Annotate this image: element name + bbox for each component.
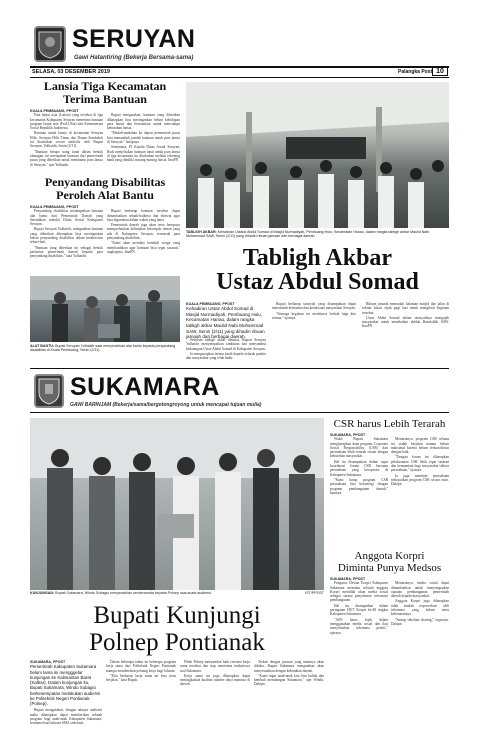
photo-kunjungan-polnep <box>30 418 324 590</box>
paragraph: Penyandang disabilitas mendapatkan bantuan alat bantu dari Pemerintah Daerah yang diserahkan melalui Dinas Sosial Kabupaten Seruyan. <box>30 209 103 227</box>
headline-line: Bupati Kunjungi <box>93 602 261 629</box>
page-number: 10 <box>432 66 448 76</box>
paragraph: "ASN harus bijak dalam menggunakan media sosial dan ikut menyebarkan informasi positif," ujarnya. <box>330 617 388 635</box>
paragraph: Hal itu disampaikan dalam peringatan HUT Korpri ke-48 tingkat Kabupaten Sukamara. <box>330 603 388 617</box>
article-column <box>30 708 102 724</box>
paragraph: Bupati Seruyan Yulhaidir, mengatakan bantuan yang diberikan diharapkan bisa meringankan beban penyandang disabilitas dalam beraktivitas sehari-hari. <box>30 227 103 245</box>
paragraph: "Bantuan berupa uang tunai dalam bentuk tabungan, ini merupakan bantuan dari pemerintah pusat yang diberikan untuk membantu para lansia di Seruyan," ujar Yulhaidir. <box>30 149 103 167</box>
caption-kunjungan <box>30 591 324 597</box>
paragraph: "Kita berharap kerja sama ini bisa terus berjalan," kata Bupati. <box>106 673 176 683</box>
article-column <box>186 338 266 364</box>
paragraph: "Mudah-mudahan ke depan pemerintah pusat bisa menambah jumlah bantuan untuk para lansia di Seruyan," harapnya. <box>107 131 180 145</box>
article-column <box>362 302 449 364</box>
headline-line: Anggota Korpri <box>354 550 425 562</box>
headline-line: Penyandang Disabilitas <box>44 175 166 189</box>
photo-people-icon <box>30 276 180 342</box>
paragraph: "Saring sebelum sharing," tegasnya. Dakipn <box>391 617 449 626</box>
paragraph: Ustaz Abdul Somad dalam tausiyahnya mengajak masyarakat untuk meneladani akhlak Rasulullah SAW. ImaPN <box>362 315 449 329</box>
caption-lead: ALAT BANTU: <box>30 344 55 348</box>
dateline: SUKAMARA, PPOST <box>330 577 366 581</box>
photo-credit: IST/PPOST <box>305 591 324 595</box>
paragraph: Ribuan jamaah memadati halaman masjid dan jalan di sekitar lokasi sejak pagi hari untuk mengikuti kegiatan tersebut. <box>362 302 449 315</box>
sukamara-rule <box>30 412 449 413</box>
dateline: KUALA PEMBUANG, PPOST <box>30 205 79 209</box>
sukamara-tagline: GAWI BARINJAM (Bekerja/sama/bergotongroyong untuk mencapai tujuan mulia) <box>70 402 262 408</box>
headline-lansia <box>30 80 180 106</box>
paragraph: Bupati berharap bantuan tersebut dapat dimanfaatkan sebaik-baiknya dan dirawat agar bisa digunakan dalam waktu yang lama. <box>107 209 180 222</box>
article-column <box>254 660 324 726</box>
headline-line: Terima Bantuan <box>63 92 147 106</box>
bupati-lead-block <box>30 660 102 726</box>
article-csr <box>330 418 449 548</box>
paragraph: Bantuan untuk lansia di kecamatan Seruyan Hilir, Seruyan Hilir Timur dan Danau Sembuluh ini disalurkan secara simbolis oleh Bupati Seruyan, Yulhaidir, Senin (2/11). <box>30 131 103 149</box>
article-column <box>107 209 180 273</box>
caption-lead: TABLIGH AKBAR: <box>186 230 217 234</box>
headline-disabilitas <box>30 176 180 202</box>
headline-line: Tabligh Akbar <box>242 245 393 271</box>
sukamara-title: SUKAMARA <box>70 373 220 401</box>
paragraph: Wakil Bupati Sukamara mengharapkan dana program Corporate Social Responsibility (CSR) dari perusahaan lebih terarah sesuai dengan kebutuhan masyarakat. <box>330 437 388 459</box>
seruyan-emblem-icon <box>36 28 64 60</box>
dateline: KUALA PEMBUANG, PPOST <box>30 109 79 113</box>
paragraph: "Kami ingin anak-anak kita bisa kuliah dan kembali membangun Sukamara," ujar Windu. Dakipn <box>254 673 324 687</box>
paragraph: Para lanjut usia (Lansia) yang tersebar di tiga kecamatan Kabupaten Seruyan menerima bantuan program lanjut usia (ProLUSia) dari Kementerian Sosial Republik Indonesia. <box>30 113 103 131</box>
paragraph: Anggota Korpri juga diharapkan tidak mudah terprovokasi oleh informasi yang belum tentu kebenarannya. <box>391 599 449 617</box>
headline-tabligh <box>186 246 449 294</box>
paragraph: "Kami akan mendata kembali warga yang membutuhkan agar bantuan bisa tepat sasaran," ungkapnya. ImaPN <box>107 241 180 254</box>
caption-text: Kehadiran Ustadz Abdul Somad di Masjid Nurmadiyah, Pembuang Hulu, Kecamatan Hanau, dalam rangka tabligh akbar Maulid Nabi Muhammad SAW, Senin (2/11) yang dihadiri ribuan jamaah dari berbagai daerah. <box>186 230 430 239</box>
paper-name: Palangka Post <box>398 69 433 75</box>
paragraph: Menurutnya, media sosial dapat dimanfaatkan untuk menyampaikan capaian pembangunan pemerintah daerah kepada masyarakat. <box>391 581 449 599</box>
photo-officials-icon <box>30 418 324 590</box>
masthead-title: SERUYAN <box>72 25 196 53</box>
masthead-tagline: Gawi Hatantiring (Bekerja Bersama-sama) <box>74 55 194 61</box>
seruyan-logo <box>34 26 66 62</box>
paragraph: "Semoga kegiatan ini membawa berkah bagi kita semua," ujarnya. <box>272 311 356 320</box>
headline-line: Peroleh Alat Bantu <box>56 188 154 202</box>
article-lansia <box>30 80 180 172</box>
paragraph: Bupati berharap tausiyah yang disampaikan dapat menambah keimanan dan ketakwaan masyarakat Seruyan. <box>272 302 356 311</box>
dateline: KUALA PEMBUANG, PPOST <box>186 302 235 306</box>
paragraph: "Kami harap program CSR perusahaan bisa bersinergi dengan program pembangunan daerah," katanya. <box>330 477 388 495</box>
paragraph: "Bantuan yang diberikan ini sebagai bentuk perhatian pemerintah daerah kepada para penyandang disabilitas," kata Yulhaidir. <box>30 245 103 259</box>
article-korpri <box>330 550 449 720</box>
headline-line: Diminta Punya Medsos <box>337 562 442 574</box>
headline-korpri <box>330 550 449 574</box>
dateline: SUKAMARA, PPOST <box>330 433 366 437</box>
paragraph: Sebelum tabligh akbar dimulai, Bupati Seruyan Yulhaidir menyampaikan sambutan dan menyambut kedatangan Ustaz Abdul Somad di Kabupaten Seruyan. <box>186 338 266 351</box>
headline-line: Polnep Pontianak <box>89 629 265 656</box>
photo-crowd-icon <box>186 82 449 228</box>
photo-alat-bantu <box>30 276 180 342</box>
article-column <box>30 209 103 273</box>
section-divider <box>30 368 449 369</box>
caption-text: Bupati Seruyan Yulhaidir saat menyerahkan alat bantu kepada penyandang disabilitas di Kuala Pembuang, Senin (2/11). <box>30 344 176 353</box>
caption-tabligh <box>186 230 449 240</box>
article-column <box>30 113 103 173</box>
article-disabilitas <box>30 176 180 276</box>
paragraph: Kerja sama ini juga diharapkan dapat meningkatkan kualitas sumber daya manusia di daerah. <box>180 673 250 687</box>
article-column <box>106 660 176 726</box>
paragraph: Ia juga meminta perusahaan melaporkan program CSR secara rutin. Dakipn <box>391 473 449 487</box>
photo-tabligh-akbar <box>186 82 449 228</box>
caption-lead: KUNJUNGAN: <box>30 591 55 595</box>
lead-paragraph: Kehadiran Ustaz Abdul Somad di Masjid Nurmadiyah, Pembuang Hulu, Kecamatan Hanau, dalam rangka tabligh akbar Maulid Nabi Muhammad SAW, Senin (2/11) yang dihadiri ribuan jamaah dari berbagai daerah. <box>186 306 265 340</box>
paragraph: "Dengan forum ini diharapkan pelaksanaan CSR lebih tepat sasaran dan bermanfaat bagi masyarakat sekitar perusahaan," ujarnya. <box>391 455 449 473</box>
headline-bupati <box>30 602 324 656</box>
lead-paragraph: Pemerintah Kabupaten Sukamara belum lama ini mengggelar kunjungan ke Kalimantan Barat (Kalbar). Dalam kunjungan itu, Bupati Sukamara, Windu Subagio berkesempatan melakukan audiensi ke Politeknik Negeri Pontianak (Polnep). <box>30 664 101 707</box>
article-column <box>391 437 449 545</box>
paragraph: Bupati mengatakan, dengan adanya audiensi maka diharapkan dapat memberikan sebuah program bagi anak-anak Kabupaten Sukamara, terutama bagi lulusan SMA sederajat. <box>30 708 102 725</box>
paragraph: Terkait dengan jurusan yang nantinya akan dibuka, Bupati Sukamara mengatakan akan menyesuaikan dengan kebutuhan daerah. <box>254 660 324 673</box>
article-column <box>180 660 250 726</box>
paragraph: Pemerintah daerah juga akan terus berupaya memperhatikan kebutuhan kelompok rentan yang ada di Kabupaten Seruyan, termasuk para penyandang disabilitas. <box>107 223 180 241</box>
paragraph: Sementara, PJ Kepala Dinas Sosial Seruyan, Rudi menjelaskan bantuan tunai untuk para lansia di tiga kecamatan itu disalurkan melalui rekening bank yang dimiliki masing-masing lansia. ImaPN <box>107 145 180 163</box>
paragraph: Dalam beberapa tahun ini beberapa program kerja sama dari Politeknik Negeri Pontianak mampu memberikan peluang kerja bagi lulusan. <box>106 660 176 673</box>
sukamara-logo <box>34 374 64 408</box>
paragraph: Hal itu disampaikan dalam rapat koordinasi forum CSR bersama perusahaan yang beroperasi di Kabupaten Sukamara. <box>330 459 388 477</box>
headline-line: Ustaz Abdul Somad <box>216 269 419 295</box>
article-column <box>107 113 180 173</box>
sukamara-emblem-icon <box>36 376 62 406</box>
article-column <box>391 581 449 717</box>
paragraph: Menurutnya, program CSR selama ini sudah berjalan namun belum maksimal karena belum terkoordinasi dengan baik. <box>391 437 449 455</box>
article-column <box>330 581 388 717</box>
paragraph: Pengurus Dewan Korpri Kabupaten Sukamara meminta seluruh anggota Korpri memiliki akun media sosial sebagai sarana penyebaran informasi pembangunan. <box>330 581 388 603</box>
date-rule <box>30 77 449 78</box>
paragraph: Ia mengucapkan terima kasih kepada seluruh panitia dan masyarakat yang telah hadir. <box>186 351 266 361</box>
headline-line: Lansia Tiga Kecamatan <box>43 79 167 93</box>
issue-date: SELASA, 03 DESEMBER 2019 <box>32 69 110 75</box>
dateline: SUKAMARA, PPOST <box>30 660 66 664</box>
paragraph: Bupati mengatakan, bantuan yang diberikan diharapkan bisa meringankan beban kehidupan para lansia dan bermanfaat untuk mencukupi kebutuhan lansia. <box>107 113 180 131</box>
masthead-rule <box>30 66 449 68</box>
paragraph: Pihak Polnep menyambut baik rencana kerja sama tersebut dan siap menerima mahasiswa asal Sukamara. <box>180 660 250 673</box>
article-column <box>330 437 388 545</box>
caption-text: Bupati Sukamara, Windu Subagio menyerahkan cenderamata kepada Polnep usai acara audiensi. <box>55 591 212 595</box>
article-column <box>272 302 356 364</box>
headline-csr: CSR harus Lebih Terarah <box>333 418 446 430</box>
caption-alat-bantu <box>30 344 180 362</box>
